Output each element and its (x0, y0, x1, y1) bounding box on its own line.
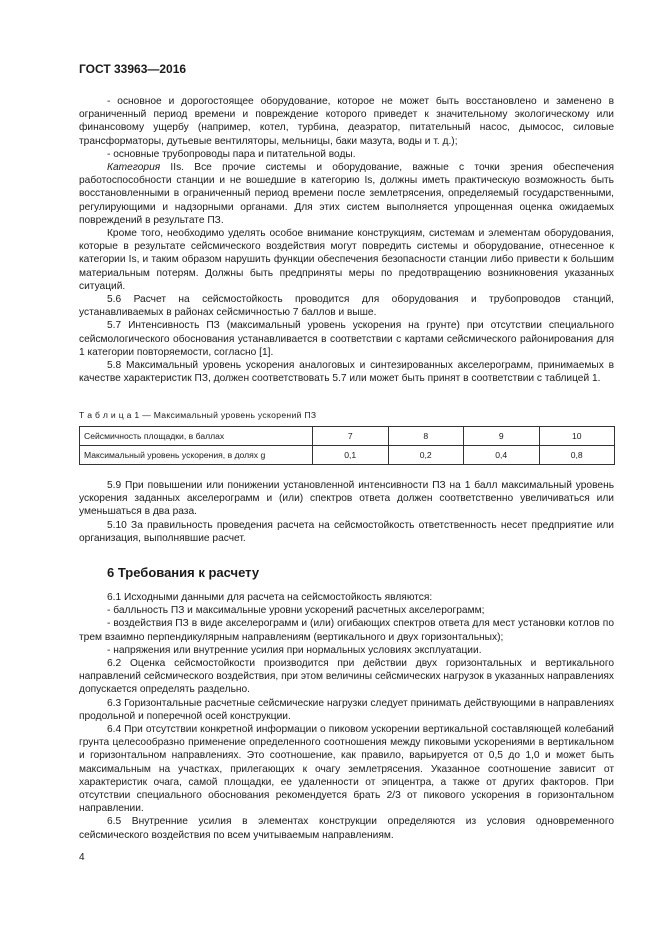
table-cell: 9 (464, 427, 540, 446)
paragraph: - основное и дорогостоящее оборудование, которое не может быть восстановлено и заменено в ограниченный период времени и повреждение которого приведет к значительному экологическому или финансовому ущербу (например, котел, турбина, деаэратор, питательный насос, дымосос, силовые трансформаторы, дутьевые вентиляторы, мельницы, баки мазута, воды и т. д.); (79, 96, 614, 147)
table-caption: Т а б л и ц а 1 — Максимальный уровень ускорений ПЗ (79, 410, 317, 420)
paragraph-5-6: 5.6 Расчет на сейсмостойкость проводится для оборудования и трубопроводов станций, устанавливаемых в районах сейсмичностью 7 баллов и выше. (79, 294, 614, 319)
paragraph-5-8: 5.8 Максимальный уровень ускорения аналоговых и синтезированных акселерограмм, принимаемых в качестве характеристик ПЗ, должен соответствовать 5.7 или может быть принят в соответствии с таблицей 1. (79, 360, 614, 385)
table-cell: 0,8 (539, 446, 615, 465)
paragraph-6-4: 6.4 При отсутствии конкретной информации о пиковом ускорении вертикальной составляющей колебаний грунта целесообразно применение определенного соотношения между пиковыми ускорениями в вертикальном и горизонтальном направлениях. Это соотношение, как правило, варьируется от 0,5 до 1,0 и может быть максимальным на участках, прилегающих к очагу землетрясения. Указанное соотношение зависит от характеристик очага, самой площадки, ее удаленности от эпицентра, а также от других факторов. При отсутствии специального обоснования рекомендуется брать 2/3 от пикового ускорения в горизонтальном направлении. (79, 724, 614, 815)
paragraph-6-5: 6.5 Внутренние усилия в элементах конструкции определяются из условия одновременного сейсмического воздействия по всем учитываемым направлениям. (79, 816, 614, 841)
text-block-section-6 (79, 591, 614, 842)
paragraph-5-7: 5.7 Интенсивность ПЗ (максимальный уровень ускорения на грунте) при отсутствии специального сейсмологического обоснования устанавливается в соответствии с картами сейсмического районирования для 1 категории повторяемости, согласно [1]. (79, 320, 614, 358)
category-term: Категория (107, 162, 161, 174)
list-item: - напряжения или внутренние усилия при нормальных условиях эксплуатации. (107, 644, 482, 656)
paragraph-6-2: 6.2 Оценка сейсмостойкости производится при действии двух горизонтальных и вертикального направлений сейсмического воздействия, при этом величины сейсмических нагрузок в указанных направлениях допускается определять раздельно. (79, 658, 614, 696)
paragraph-6-1: 6.1 Исходными данными для расчета на сейсмостойкость являются: (107, 592, 433, 603)
table-cell: 8 (388, 427, 464, 446)
table-row (80, 446, 615, 465)
section-heading: 6 Требования к расчету (107, 565, 260, 580)
table-cell: 0,4 (464, 446, 540, 465)
list-item: - воздействия ПЗ в виде акселерограмм и (или) огибающих спектров ответа для мест установки котлов по трем взаимно перпендикулярным направлениям (вертикального и двух горизонтальных); (79, 618, 614, 643)
paragraph: - основные трубопроводы пара и питательной воды. (107, 148, 356, 160)
table-cell: 0,1 (313, 446, 389, 465)
paragraph-5-9: 5.9 При повышении или понижении установленной интенсивности ПЗ на 1 балл максимальный уровень ускорения заданных акселерограмм и (или) спектров ответа должен соответственно увеличиваться или уменьшаться в два раза. (79, 480, 614, 518)
paragraph-6-3: 6.3 Горизонтальные расчетные сейсмические нагрузки следует принимать действующими в направлениях продольной и поперечной осей конструкции. (79, 697, 614, 722)
paragraph-5-10: 5.10 За правильность проведения расчета на сейсмостойкость ответственность несет предприятие или организация, выполнявшие расчет. (79, 519, 614, 544)
table-row-label: Максимальный уровень ускорения, в долях g (80, 446, 313, 465)
acceleration-table (79, 426, 615, 465)
paragraph: Кроме того, необходимо уделять особое внимание конструкциям, системам и элементам оборудования, которые в результате сейсмического воздействия могут повредить системы и оборудование, отнесенное к категории Is, и таким образом нарушить функции обеспечения безопасности станции либо привести к большим материальным потерям. Должны быть предприняты меры по предотвращению возникновения указанных ситуаций. (79, 228, 614, 292)
table-row (80, 427, 615, 446)
document-header: ГОСТ 33963—2016 (79, 62, 187, 76)
table-cell: 10 (539, 427, 615, 446)
page-number: 4 (79, 852, 85, 863)
category-text: IIs. Все прочие системы и оборудование, важные с точки зрения обеспечения работоспособности станции и не вошедшие в категорию Is, должны иметь практическую возможность быть восстановленными в ограниченный период времени после землетрясения, определяемый государственными, регулирующими и надзорными органами. Для этих систем выполняется упрощенная оценка ожидаемых повреждений в результате ПЗ. (79, 162, 614, 226)
text-block-5-9 (79, 479, 614, 545)
table-cell: 0,2 (388, 446, 464, 465)
paragraph-category-iis (79, 161, 614, 227)
list-item: - балльность ПЗ и максимальные уровни ускорений расчетных акселерограмм; (107, 605, 485, 617)
text-block-equipment (79, 95, 614, 385)
table-cell: 7 (313, 427, 389, 446)
table-row-label: Сейсмичность площадки, в баллах (80, 427, 313, 446)
